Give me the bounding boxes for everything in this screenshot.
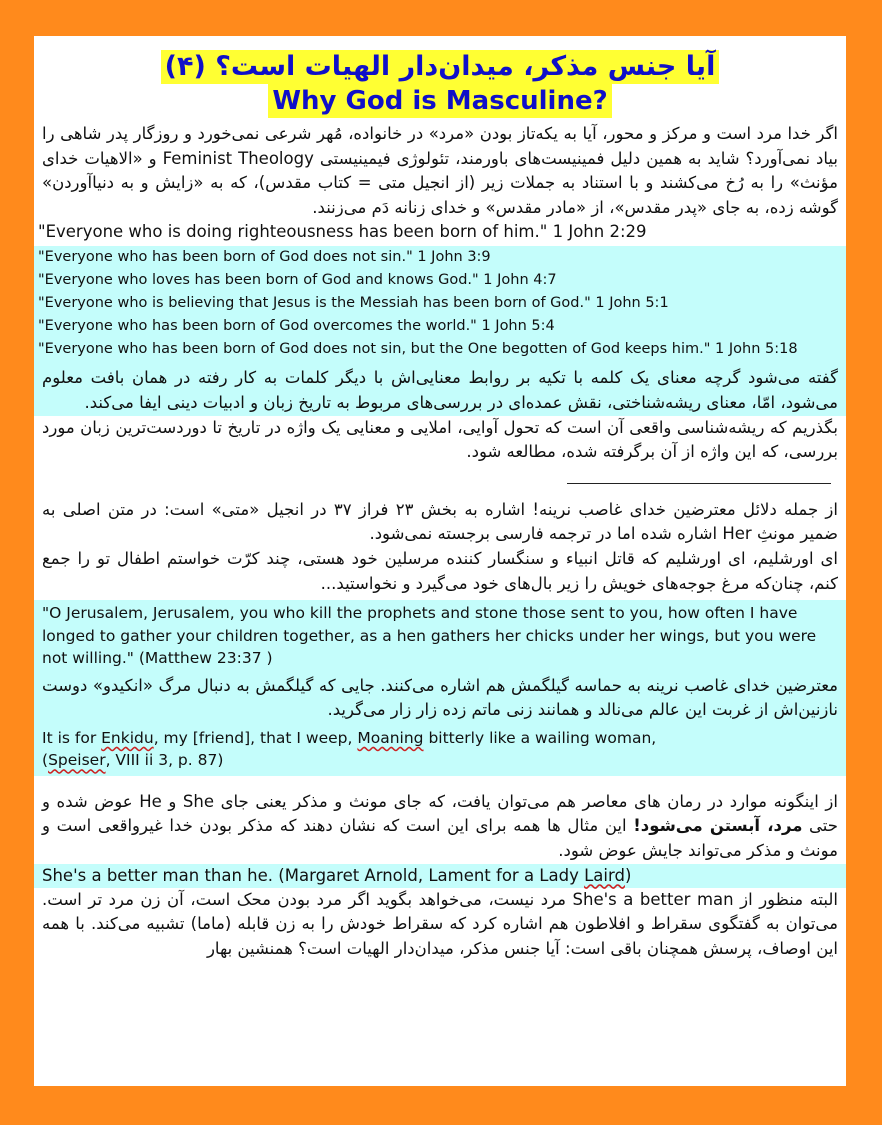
arnold-quote-laird: Laird bbox=[584, 865, 625, 885]
verse-item: "Everyone who is believing that Jesus is the Messiah has been born of God." 1 John 5:1 bbox=[38, 294, 669, 311]
gilgamesh-quote-moaning: Moaning bbox=[357, 728, 424, 747]
modern-novels-part2: این مثال ها همه برای این است که نشان دهند که مذکر بودن خدا غیرواقعی است و مونث و مذکر می‌تواند جایش عوض شود. bbox=[42, 816, 838, 860]
quote-block bbox=[34, 600, 846, 776]
modern-novels-part1: از اینگونه موارد در رمان های معاصر هم می‌توان یافت، که جای مونث و مذکر یعنی جای She و He عوض شده و حتی bbox=[42, 791, 838, 836]
arnold-quote bbox=[34, 864, 846, 888]
persian-title: آیا جنس مذکر، میدان‌دار الهیات است؟ (۴) bbox=[161, 50, 720, 84]
jerusalem-quote: "O Jerusalem, Jerusalem, you who kill the prophets and stone those sent to you, how often I have longed to gather your children together, as a hen gathers her chicks under her wings, but you were not willing." (Matthew 23:37 ) bbox=[42, 604, 817, 668]
gilgamesh-quote-enkidu: Enkidu bbox=[101, 728, 154, 747]
verse-item: "Everyone who has been born of God does not sin." 1 John 3:9 bbox=[38, 249, 491, 266]
gilgamesh-paragraph: معترضین خدای غاصب نرینه به حماسه گیلگمش هم اشاره می‌کنند. جایی که گیلگمش به دنبال مرگ «انکیدو» دوست نازنین‌اش از غربت این عالم می‌نالد و همانند زنی ماتم زده زار زار می‌گرید. bbox=[42, 675, 838, 720]
gilgamesh-cite-open: ( bbox=[42, 751, 49, 770]
verse-item: "Everyone who loves has been born of God and knows God." 1 John 4:7 bbox=[38, 272, 557, 289]
gilgamesh-cite-rest: , VIII ii 3, p. 87) bbox=[105, 751, 224, 770]
gilgamesh-quote-suffix: bitterly like a wailing woman, bbox=[423, 728, 657, 747]
conclusion-paragraph: البته منظور از She's a better man مرد نیست، می‌خواهد بگوید اگر مرد بودن محک است، آن زن مرد تر است. می‌توان به گفتگوی سقراط و افلاطون هم اشاره کرد که سقراط خودش را به زن قابله (ماما) تشبیه می‌کند. با همه این اوصاف، پرسش همچنان باقی است: آیا جنس مذکر، میدان‌دار الهیات است؟ همنشین بهار bbox=[42, 889, 839, 958]
document-page bbox=[34, 36, 846, 1086]
title-block bbox=[34, 36, 846, 118]
jerusalem-persian-paragraph: ای اورشلیم، ای اورشلیم که قاتل انبیاء و سنگسار کننده مرسلین خود هستی، چند کرّت خواستم اطفال تو را جمع کنم، چنان‌که مرغ جوجه‌های خویش را زیر بال‌های خود می‌گیرد و نخواستید... bbox=[42, 548, 838, 593]
gilgamesh-cite-speiser: Speiser bbox=[48, 751, 106, 770]
verse-item: "Everyone who has been born of God does not sin, but the One begotten of God keeps him." 1 John 5:18 bbox=[38, 340, 798, 357]
verse-list bbox=[34, 246, 846, 415]
verse-item: "Everyone who has been born of God overcomes the world." 1 John 5:4 bbox=[38, 317, 555, 334]
gilgamesh-quote bbox=[34, 723, 846, 772]
matthew-paragraph: از جمله دلائل معترضین خدای غاصب نرینه! اشاره به بخش ۲۳ فراز ۳۷ در انجیل «متی» است: در متن اصلی به ضمیر مونثِ Her اشاره شده اما در ترجمه فارسی برجسته نمی‌شود. bbox=[42, 499, 838, 544]
intro-paragraph: اگر خدا مرد است و مرکز و محور، آیا به یکه‌تاز بودن «مرد» در خانواده، مُهر شرعی نمی‌خورد و روزگار پدر شاهی را بیاد نمی‌آورد؟ شاید به همین دلیل فمینیست‌های باورمند، تئولوژی فیمینیستی Feminist Theology و «الاهیات خدای مؤنث» را به رُخ می‌کشند و با استناد به جملات زیر (از انجیل متی = کتاب مقدس)، که به «زایش و به دنیاآوردن» گوشه زده، به جای «پدر مقدس»، از «مادر مقدس» و خدای زنانه دَم می‌زنند. bbox=[42, 124, 838, 217]
arnold-quote-close: ) bbox=[624, 865, 632, 885]
english-title: Why God is Masculine? bbox=[268, 84, 611, 118]
gilgamesh-quote-mid: , my [friend], that I weep, bbox=[153, 728, 358, 747]
modern-novels-paragraph bbox=[34, 790, 846, 864]
gilgamesh-quote-prefix: It is for bbox=[42, 728, 102, 747]
arnold-quote-text: She's a better man than he. (Margaret Arnold, Lament for a Lady bbox=[42, 865, 585, 885]
verse-main: "Everyone who is doing righteousness has been born of him." 1 John 2:29 bbox=[38, 222, 647, 242]
modern-novels-bold: مرد، آبستن می‌شود! bbox=[633, 816, 803, 836]
etymology-paragraph-2: بگذریم که ریشه‌شناسی واقعی آن است که تحول آوایی، املایی و معنایی یک واژه در تاریخ تا دوردست‌ترین زبان مورد بررسی، که این واژه از آن برگرفته شده، مطالعه شود. bbox=[42, 417, 838, 462]
section-divider bbox=[567, 483, 831, 484]
etymology-paragraph-1: گفته می‌شود گرچه معنای یک کلمه با تکیه بر روابط معنایی‌اش با دیگر کلمات به کار رفته در همان بافت معلوم می‌شود، امّا، معنای ریشه‌شناختی، نقش عمده‌ای در بررسی‌های مربوط به تاریخ زبان و ادبیات دینی ایفا می‌کند. bbox=[42, 368, 838, 412]
